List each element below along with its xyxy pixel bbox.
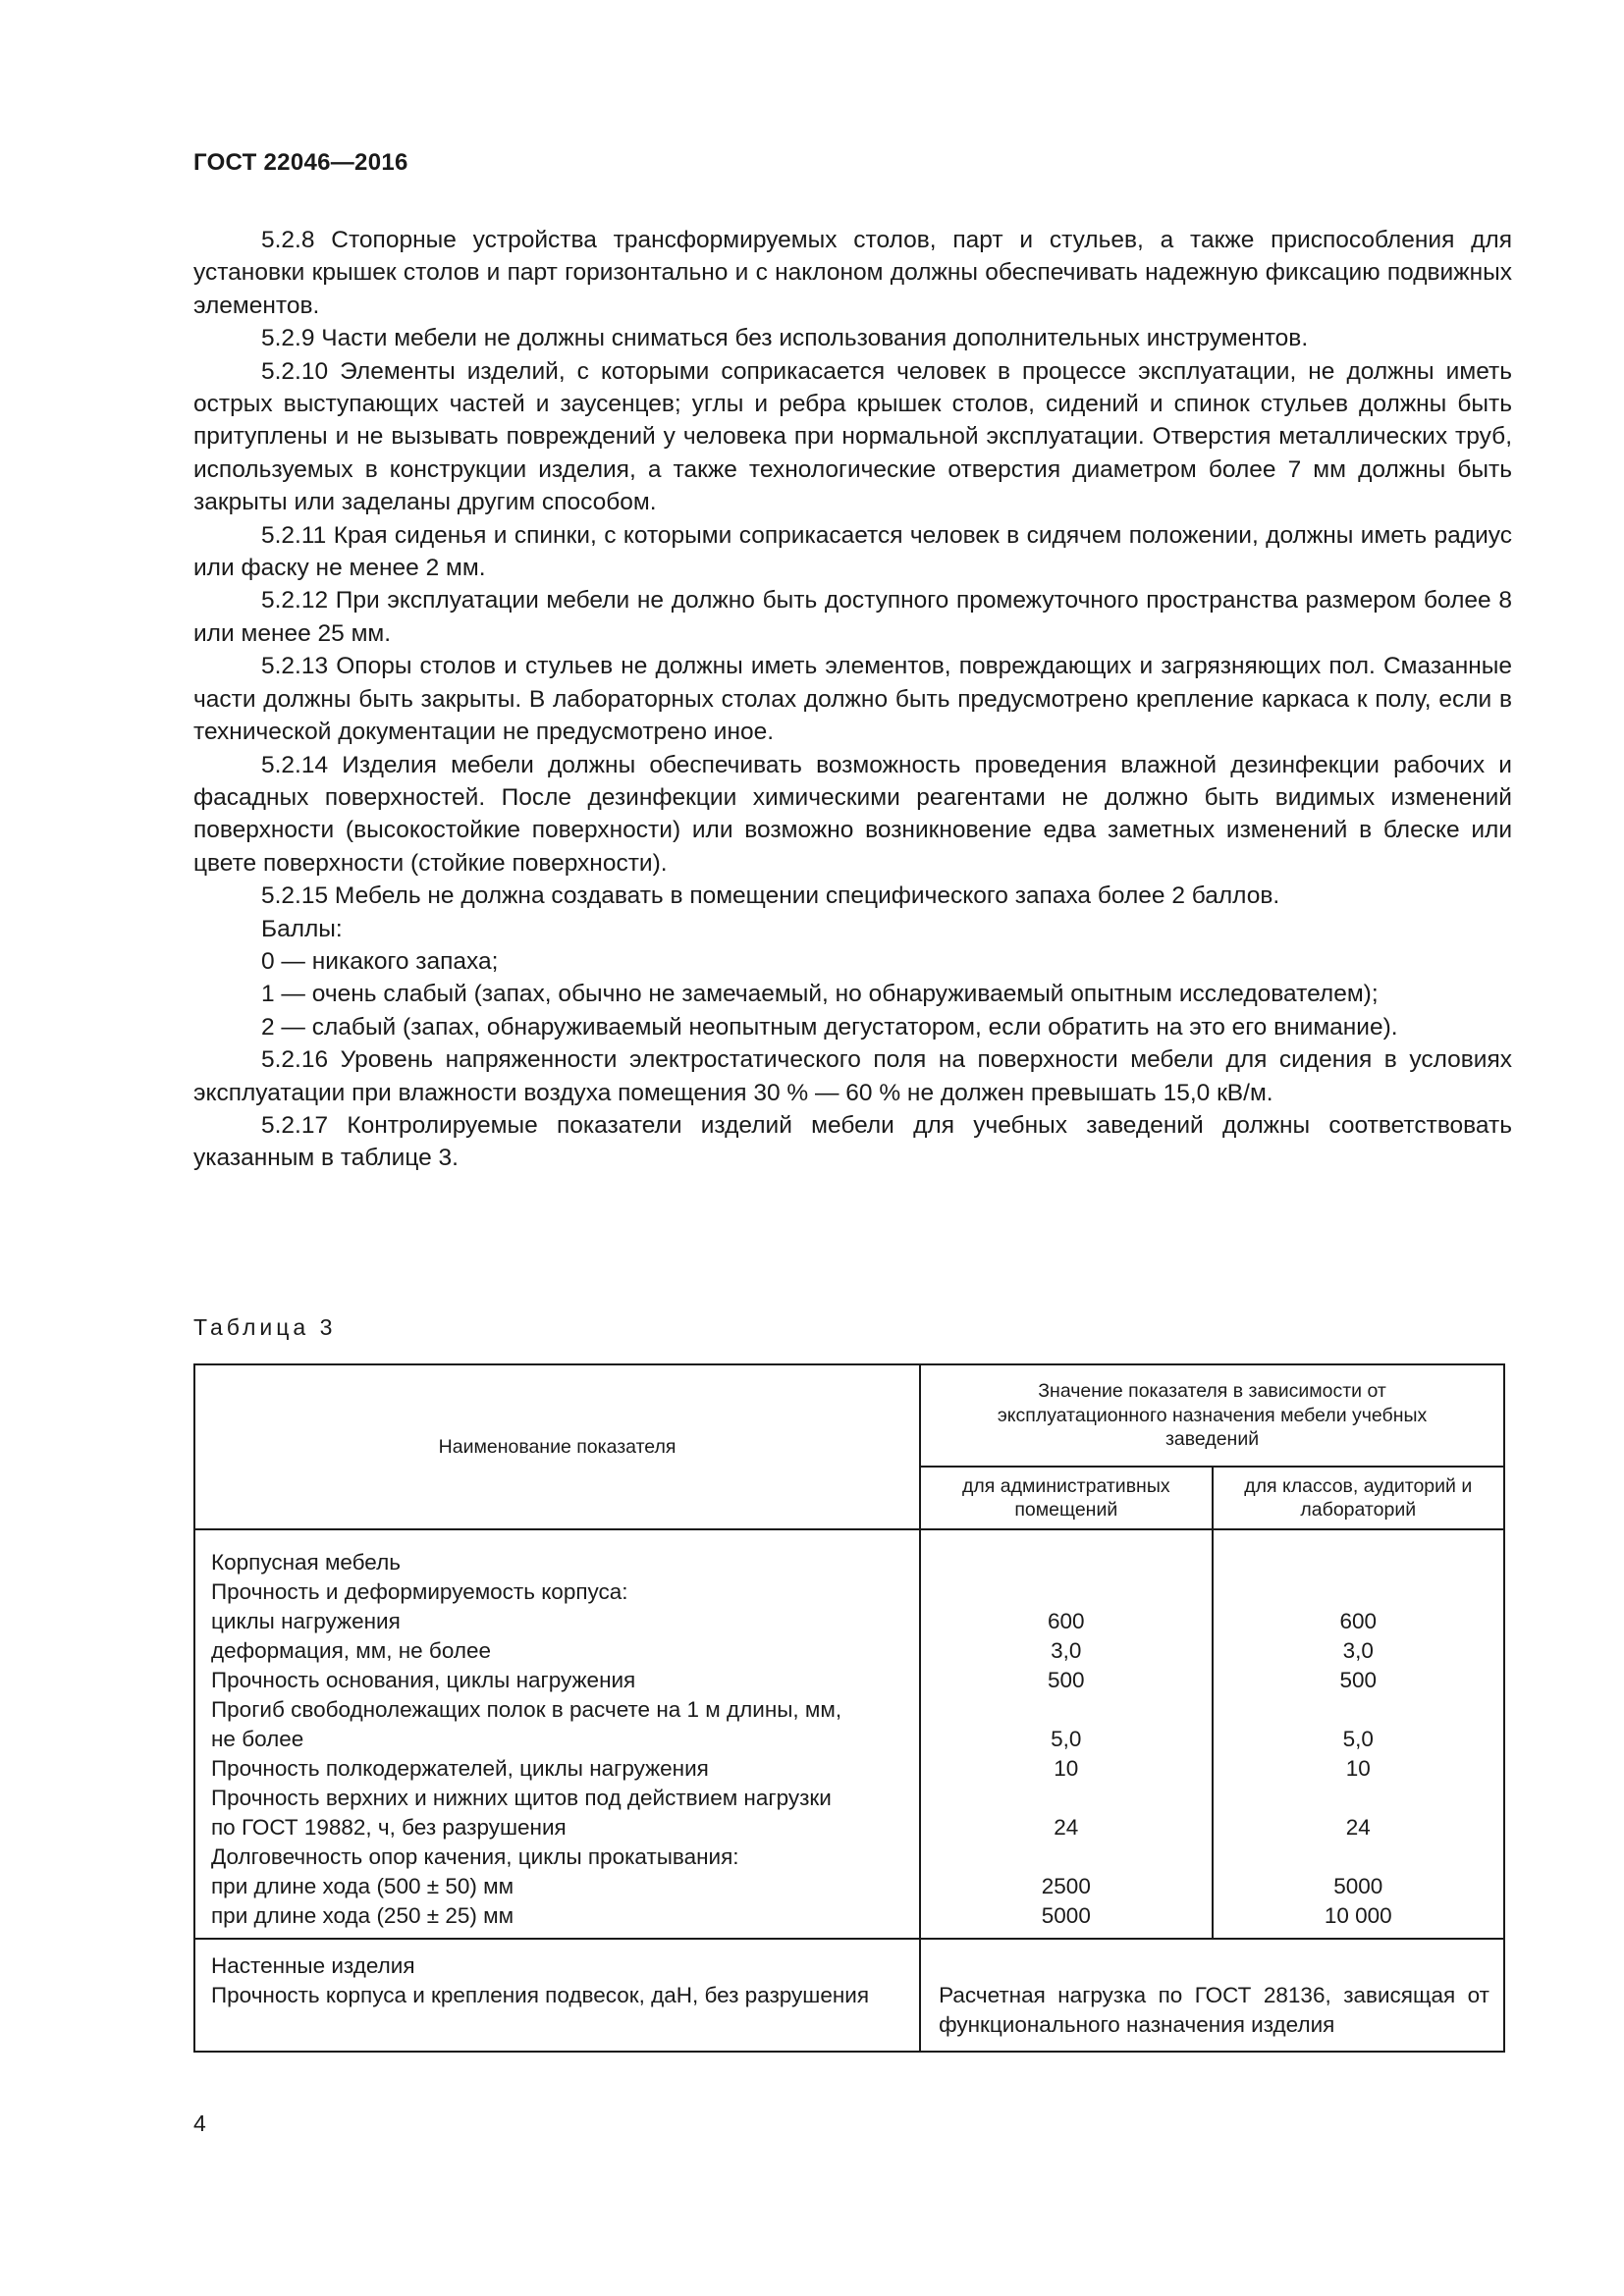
value-cell: Расчетная нагрузка по ГОСТ 28136, зависящая от функционального назначения изделия: [939, 1983, 1489, 2037]
row-label: деформация, мм, не более: [211, 1638, 491, 1663]
row-label: по ГОСТ 19882, ч, без разрушения: [211, 1815, 567, 1840]
value-cell: 3,0: [1342, 1638, 1374, 1663]
row-label: Прочность верхних и нижних щитов под действием нагрузки: [211, 1786, 832, 1810]
page-number: 4: [193, 2110, 206, 2136]
header-name-label: Наименование показателя: [438, 1435, 677, 1458]
header-classes-column: [1213, 1467, 1504, 1529]
scale-item-2: 2 — слабый (запах, обнаруживаемый неопытным дегустатором, если обратить на это его внимание).: [261, 1013, 1398, 1041]
wall-items-value-cell: [920, 1939, 1504, 2052]
cabinet-names-cell: [194, 1529, 920, 1939]
table-row-wall-items: [194, 1939, 1504, 2052]
value-cell: [1214, 1548, 1503, 1577]
header-value-group-label: Значение показателя в зависимости от эксплуатационного назначения мебели учебных заведений: [997, 1380, 1428, 1451]
paragraph-5-2-13: 5.2.13 Опоры столов и стульев не должны иметь элементов, повреждающих и загрязняющих пол. Смазанные части должны быть закрыты. В лабораторных столах должно быть предусмотрено крепление каркаса к полу, если в технической документации не предусмотрено иное.: [193, 653, 1512, 746]
value-cell: [1214, 1577, 1503, 1607]
scale-heading: Баллы:: [261, 915, 343, 942]
row-label: Прочность корпуса и крепления подвесок, даН, без разрушения: [211, 1983, 870, 2007]
paragraph-5-2-10: 5.2.10 Элементы изделий, с которыми соприкасается человек в процессе эксплуатации, не должны иметь острых выступающих частей и заусенцев; углы и ребра крышек столов, сидений и спинок стульев должны быть притуплены и не вызывать повреждений у человека при нормальной эксплуатации. Отверстия металлических труб, используемых в конструкции изделия, а также технологические отверстия диаметром более 7 мм должны быть закрыты или заделаны другим способом.: [193, 357, 1512, 516]
body-text: [193, 224, 1512, 1175]
value-cell: 5000: [1333, 1874, 1383, 1898]
value-cell: [1214, 1842, 1503, 1872]
value-cell: 600: [1339, 1609, 1378, 1633]
value-cell: 10 000: [1324, 1903, 1392, 1928]
value-cell: 500: [1048, 1668, 1085, 1692]
paragraph-5-2-14: 5.2.14 Изделия мебели должны обеспечивать возможность проведения влажной дезинфекции рабочих и фасадных поверхностей. После дезинфекции химическими реагентами не должно быть видимых изменений поверхности (высокостойкие поверхности) или возможно возникновение едва заметных изменений в блеске или цвете поверхности (стойкие поверхности).: [193, 751, 1512, 877]
value-cell: [921, 1842, 1211, 1872]
value-cell: 5000: [1041, 1903, 1091, 1928]
cabinet-admin-values-cell: [920, 1529, 1212, 1939]
value-cell: [1214, 1784, 1503, 1813]
paragraph-5-2-11: 5.2.11 Края сиденья и спинки, с которыми соприкасается человек в сидячем положении, должны иметь радиус или фаску не менее 2 мм.: [193, 521, 1512, 582]
value-cell: [921, 1577, 1211, 1607]
value-cell: 5,0: [1051, 1727, 1082, 1751]
row-label: Настенные изделия: [211, 1953, 415, 1978]
table-row-cabinet-furniture: [194, 1529, 1504, 1939]
paragraph-5-2-17: 5.2.17 Контролируемые показатели изделий мебели для учебных заведений должны соответствовать указанным в таблице 3.: [193, 1111, 1512, 1172]
header-admin-column: [920, 1467, 1212, 1529]
paragraph-5-2-16: 5.2.16 Уровень напряженности электростатического поля на поверхности мебели для сидения в условиях эксплуатации при влажности воздуха помещения 30 % — 60 % не должен превышать 15,0 кВ/м.: [193, 1046, 1512, 1106]
value-cell: 24: [1054, 1815, 1079, 1840]
value-cell: 24: [1345, 1815, 1371, 1840]
value-cell: [1214, 1695, 1503, 1725]
row-label: Прочность основания, циклы нагружения: [211, 1668, 636, 1692]
row-label: Долговечность опор качения, циклы прокатывания:: [211, 1844, 739, 1869]
value-cell: 600: [1048, 1609, 1085, 1633]
cabinet-classes-values-cell: [1213, 1529, 1504, 1939]
row-label: циклы нагружения: [211, 1609, 401, 1633]
document-header: ГОСТ 22046—2016: [193, 149, 408, 176]
scale-item-0: 0 — никакого запаха;: [261, 947, 499, 975]
row-label: Корпусная мебель: [211, 1550, 401, 1575]
paragraph-5-2-9: 5.2.9 Части мебели не должны сниматься без использования дополнительных инструментов.: [261, 325, 1309, 352]
row-label: Прочность и деформируемость корпуса:: [211, 1579, 628, 1604]
paragraph-5-2-15: 5.2.15 Мебель не должна создавать в помещении специфического запаха более 2 баллов.: [261, 882, 1280, 910]
wall-items-name-cell: [194, 1939, 920, 2052]
row-label: Прочность полкодержателей, циклы нагружения: [211, 1756, 709, 1781]
value-cell: 5,0: [1342, 1727, 1374, 1751]
header-value-group: [920, 1364, 1504, 1467]
value-cell: 10: [1054, 1756, 1079, 1781]
value-cell: [921, 1695, 1211, 1725]
row-label: Прогиб свободнолежащих полок в расчете на 1 м длины, мм,: [211, 1697, 842, 1722]
table-3: [193, 1363, 1505, 2053]
header-admin-label: для административных помещений: [962, 1474, 1170, 1521]
value-cell: 2500: [1041, 1874, 1091, 1898]
value-cell: [921, 1784, 1211, 1813]
header-name-column: [194, 1364, 920, 1529]
header-classes-label: для классов, аудиторий и лабораторий: [1244, 1474, 1473, 1521]
row-label: не более: [211, 1727, 304, 1751]
table-caption: Таблица 3: [193, 1314, 337, 1340]
row-label: при длине хода (250 ± 25) мм: [211, 1903, 514, 1928]
value-cell: 10: [1345, 1756, 1371, 1781]
row-label: при длине хода (500 ± 50) мм: [211, 1874, 514, 1898]
paragraph-5-2-8: 5.2.8 Стопорные устройства трансформируемых столов, парт и стульев, а также приспособления для установки крышек столов и парт горизонтально и с наклоном должны обеспечивать надежную фиксацию подвижных элементов.: [193, 227, 1512, 319]
scale-item-1: 1 — очень слабый (запах, обычно не замечаемый, но обнаруживаемый опытным исследователем);: [261, 981, 1379, 1008]
value-cell: [921, 1548, 1211, 1577]
value-cell: 3,0: [1051, 1638, 1082, 1663]
paragraph-5-2-12: 5.2.12 При эксплуатации мебели не должно быть доступного промежуточного пространства размером более 8 или менее 25 мм.: [193, 587, 1512, 647]
value-cell: 500: [1339, 1668, 1378, 1692]
